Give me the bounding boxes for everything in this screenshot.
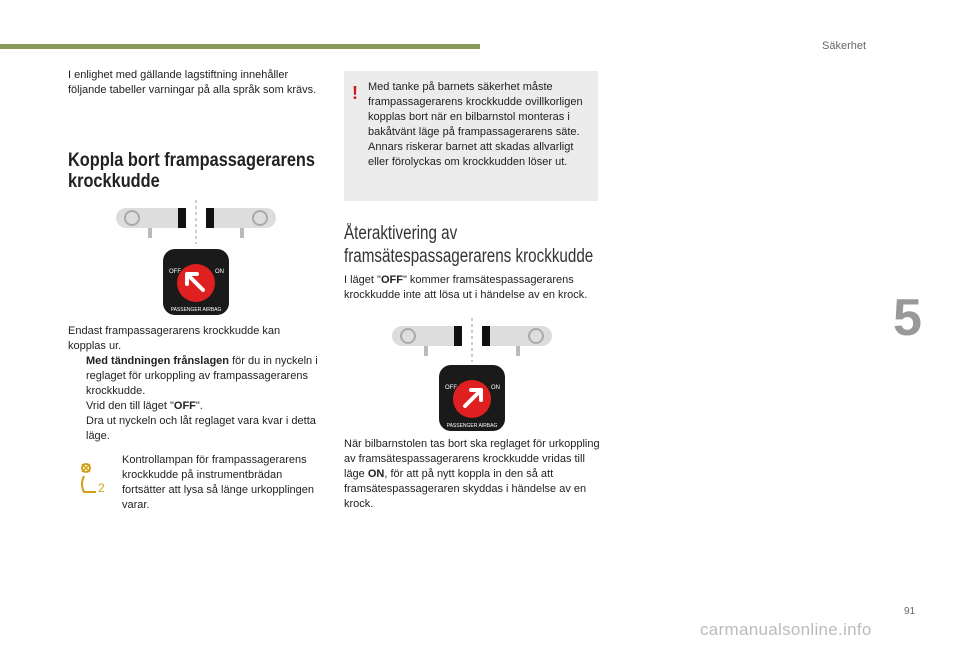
- step-item: Dra ut nyckeln och låt reglaget vara kvar i detta läge.: [86, 415, 316, 442]
- warning-box: [344, 71, 598, 201]
- warning-text: Med tanke på barnets säkerhet måste frampassagerarens krockkudde ovillkorligen kopplas bort när en bilbarnstol monteras i bakåtvänt läge på frampassagerarens säte. Annars riskerar barnet att skadas allvarligt eller förolyckas om krockkudden löser ut.: [368, 81, 583, 168]
- reactivate-paragraph-1: I läget "OFF" kommer framsätespassagerarens krockkudde inte att lösa ut i händelse av en krock.: [344, 274, 588, 301]
- svg-text:2: 2: [98, 481, 105, 495]
- body-intro: Endast frampassagerarens krockkudde kan kopplas ur.: [68, 325, 281, 352]
- ring-label: PASSENGER AIRBAG: [170, 307, 222, 313]
- steering-column-diagram-2: [392, 318, 552, 362]
- reactivate-paragraph-2: När bilbarnstolen tas bort ska reglaget för urkoppling av framsätespassagerarens krockkudde vridas till läge ON, för att på nytt koppla in den så att framsätespassageraren skyddas i händelse av en krock.: [344, 438, 600, 510]
- section-name: Säkerhet: [822, 40, 867, 52]
- watermark: carmanualsonline.info: [700, 620, 872, 639]
- page-number: 91: [904, 606, 916, 617]
- airbag-warning-lamp-icon: [76, 460, 112, 496]
- step-item: Vrid den till läget "OFF".: [86, 400, 203, 412]
- steering-column-diagram: [116, 200, 276, 244]
- on-label: ON: [215, 269, 224, 275]
- steps-list: [68, 354, 318, 444]
- airbag-switch-off: [163, 249, 229, 315]
- section-heading-reactivate: Återaktivering av framsätespassagerarens krockkudde: [344, 223, 594, 267]
- warning-icon: !: [352, 83, 358, 103]
- step-item: Med tändningen frånslagen för du in nyckeln i reglaget för urkoppling av frampassagerarens krockkudde.: [86, 355, 318, 397]
- lamp-paragraph: Kontrollampan för frampassagerarens krockkudde på instrumentbrädan fortsätter att lysa så länge urkopplingen varar.: [122, 454, 315, 511]
- chapter-number: 5: [893, 289, 922, 347]
- airbag-switch-on: [439, 365, 505, 431]
- ring-label: PASSENGER AIRBAG: [446, 423, 498, 429]
- intro-paragraph: I enlighet med gällande lagstiftning innehåller följande tabeller varningar på alla språk som krävs.: [68, 69, 317, 96]
- header-accent-bar: [0, 44, 480, 49]
- on-label: ON: [491, 385, 500, 391]
- off-label: OFF: [169, 269, 181, 275]
- disable-body: [68, 324, 318, 444]
- off-label: OFF: [445, 385, 457, 391]
- section-heading-disable: Koppla bort frampassagerarens krockkudde: [68, 150, 315, 192]
